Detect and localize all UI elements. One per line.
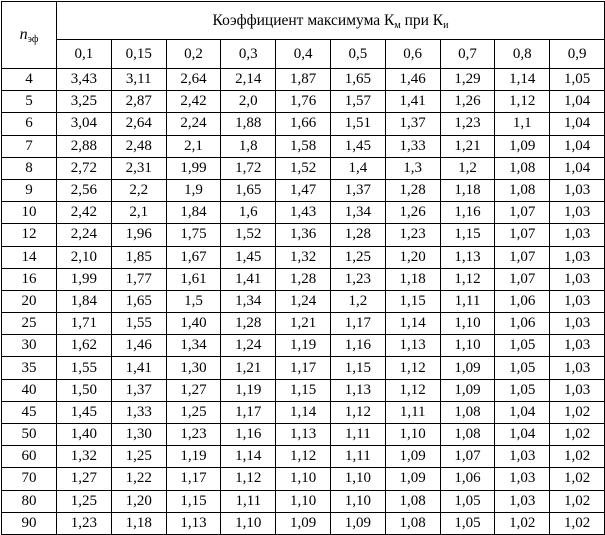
km-value-cell: 1,10 [330, 468, 385, 490]
km-value-cell: 1,75 [166, 224, 221, 246]
km-value-cell: 1,21 [221, 357, 276, 379]
ki-header: 0,2 [166, 40, 221, 69]
km-value-cell: 1,65 [221, 179, 276, 201]
table-row [2, 290, 605, 312]
km-value-cell: 1,04 [550, 157, 605, 179]
km-value-cell: 1,03 [550, 290, 605, 312]
n-eff-cell: 90 [2, 512, 57, 534]
km-value-cell: 1,12 [440, 268, 495, 290]
km-value-cell: 1,11 [221, 490, 276, 512]
table-row [2, 446, 605, 468]
km-value-cell: 1,46 [111, 335, 166, 357]
km-value-cell: 1,18 [385, 268, 440, 290]
km-value-cell: 1,2 [330, 290, 385, 312]
km-value-cell: 1,03 [550, 179, 605, 201]
km-value-cell: 1,13 [385, 335, 440, 357]
table-row [2, 113, 605, 135]
km-value-cell: 1,04 [495, 424, 550, 446]
km-value-cell: 2,0 [221, 91, 276, 113]
n-eff-cell: 5 [2, 91, 57, 113]
km-value-cell: 1,18 [440, 179, 495, 201]
km-value-cell: 1,58 [276, 135, 331, 157]
km-value-cell: 1,08 [440, 424, 495, 446]
km-value-cell: 1,43 [276, 202, 331, 224]
km-value-cell: 1,19 [166, 446, 221, 468]
km-value-cell: 1,11 [330, 424, 385, 446]
km-value-cell: 3,43 [57, 69, 112, 91]
km-value-cell: 1,04 [550, 91, 605, 113]
km-value-cell: 1,27 [57, 468, 112, 490]
km-value-cell: 1,23 [57, 512, 112, 534]
table-row [2, 69, 605, 91]
km-value-cell: 1,05 [495, 335, 550, 357]
km-value-cell: 1,12 [276, 446, 331, 468]
km-value-cell: 1,15 [276, 379, 331, 401]
km-value-cell: 1,09 [385, 468, 440, 490]
km-value-cell: 1,87 [276, 69, 331, 91]
km-value-cell: 1,03 [495, 446, 550, 468]
km-value-cell: 1,02 [550, 468, 605, 490]
km-value-cell: 1,76 [276, 91, 331, 113]
km-value-cell: 1,40 [166, 313, 221, 335]
km-value-cell: 1,32 [57, 446, 112, 468]
km-value-cell: 1,24 [276, 290, 331, 312]
km-value-cell: 1,55 [57, 357, 112, 379]
table-title-text: Коэффициент максимума К [212, 11, 395, 29]
km-value-cell: 1,04 [550, 113, 605, 135]
km-value-cell: 2,88 [57, 135, 112, 157]
km-value-cell: 1,20 [111, 490, 166, 512]
km-value-cell: 1,02 [550, 401, 605, 423]
n-eff-cell: 80 [2, 490, 57, 512]
km-value-cell: 1,45 [221, 246, 276, 268]
km-value-cell: 1,67 [166, 246, 221, 268]
ki-header: 0,5 [330, 40, 385, 69]
km-value-cell: 1,99 [166, 157, 221, 179]
km-value-cell: 1,04 [495, 401, 550, 423]
km-value-cell: 1,23 [385, 224, 440, 246]
ki-header: 0,9 [550, 40, 605, 69]
km-value-cell: 1,10 [385, 424, 440, 446]
km-value-cell: 2,2 [111, 179, 166, 201]
km-value-cell: 3,25 [57, 91, 112, 113]
km-value-cell: 1,09 [440, 379, 495, 401]
km-value-cell: 1,37 [111, 379, 166, 401]
km-value-cell: 1,03 [495, 468, 550, 490]
km-value-cell: 1,09 [495, 135, 550, 157]
km-value-cell: 1,06 [495, 313, 550, 335]
table-title [57, 2, 605, 40]
km-value-cell: 1,25 [111, 446, 166, 468]
km-value-cell: 1,02 [550, 490, 605, 512]
km-value-cell: 1,77 [111, 268, 166, 290]
km-value-cell: 1,37 [330, 179, 385, 201]
coefficient-table [1, 1, 605, 535]
km-value-cell: 3,04 [57, 113, 112, 135]
km-value-cell: 2,42 [166, 91, 221, 113]
km-value-cell: 1,16 [330, 335, 385, 357]
table-row [2, 179, 605, 201]
km-value-cell: 1,07 [495, 202, 550, 224]
km-value-cell: 1,02 [550, 446, 605, 468]
km-value-cell: 1,06 [495, 290, 550, 312]
km-value-cell: 1,08 [385, 512, 440, 534]
km-value-cell: 1,03 [550, 246, 605, 268]
km-value-cell: 1,41 [221, 268, 276, 290]
km-value-cell: 1,28 [221, 313, 276, 335]
km-value-cell: 1,14 [495, 69, 550, 91]
km-value-cell: 1,19 [276, 335, 331, 357]
km-value-cell: 1,25 [57, 490, 112, 512]
km-value-cell: 1,03 [550, 379, 605, 401]
n-eff-cell: 7 [2, 135, 57, 157]
km-value-cell: 1,05 [495, 379, 550, 401]
n-eff-cell: 35 [2, 357, 57, 379]
km-value-cell: 1,15 [440, 224, 495, 246]
km-value-cell: 1,96 [111, 224, 166, 246]
km-value-cell: 3,11 [111, 69, 166, 91]
km-value-cell: 2,14 [221, 69, 276, 91]
ki-header: 0,7 [440, 40, 495, 69]
km-value-cell: 1,10 [440, 313, 495, 335]
km-value-cell: 1,40 [57, 424, 112, 446]
km-value-cell: 1,11 [385, 401, 440, 423]
table-row [2, 268, 605, 290]
km-value-cell: 1,26 [440, 91, 495, 113]
km-value-cell: 1,07 [495, 268, 550, 290]
km-value-cell: 1,85 [111, 246, 166, 268]
n-eff-cell: 12 [2, 224, 57, 246]
km-value-cell: 2,24 [57, 224, 112, 246]
km-value-cell: 1,26 [385, 202, 440, 224]
km-value-cell: 1,28 [330, 224, 385, 246]
km-value-cell: 2,48 [111, 135, 166, 157]
table-row [2, 202, 605, 224]
km-value-cell: 1,34 [330, 202, 385, 224]
header-title-row [2, 2, 605, 40]
ki-header: 0,1 [57, 40, 112, 69]
table-row [2, 91, 605, 113]
km-value-cell: 1,14 [276, 401, 331, 423]
km-value-cell: 1,10 [440, 335, 495, 357]
km-value-cell: 1,5 [166, 290, 221, 312]
km-value-cell: 1,09 [440, 357, 495, 379]
km-value-cell: 1,08 [385, 490, 440, 512]
km-value-cell: 1,03 [495, 490, 550, 512]
km-value-cell: 1,3 [385, 157, 440, 179]
km-value-cell: 1,1 [495, 113, 550, 135]
table-row [2, 224, 605, 246]
table-row [2, 512, 605, 534]
km-value-cell: 1,13 [440, 246, 495, 268]
km-value-cell: 1,04 [550, 135, 605, 157]
km-value-cell: 1,07 [495, 224, 550, 246]
km-value-cell: 1,34 [166, 335, 221, 357]
km-value-cell: 1,46 [385, 69, 440, 91]
n-eff-cell: 70 [2, 468, 57, 490]
row-header-n-eff [2, 2, 57, 69]
table-row [2, 246, 605, 268]
km-value-cell: 1,17 [166, 468, 221, 490]
km-value-cell: 1,12 [385, 379, 440, 401]
km-value-cell: 2,72 [57, 157, 112, 179]
km-value-cell: 1,13 [330, 379, 385, 401]
km-value-cell: 1,07 [440, 446, 495, 468]
km-value-cell: 1,28 [276, 268, 331, 290]
km-value-cell: 1,08 [495, 157, 550, 179]
km-value-cell: 1,2 [440, 157, 495, 179]
km-value-cell: 1,03 [550, 224, 605, 246]
km-value-cell: 1,02 [495, 512, 550, 534]
km-value-cell: 1,02 [550, 424, 605, 446]
km-value-cell: 1,20 [385, 246, 440, 268]
ki-header: 0,4 [276, 40, 331, 69]
km-value-cell: 2,1 [166, 135, 221, 157]
n-eff-letter: n [19, 26, 28, 43]
km-value-cell: 1,65 [111, 290, 166, 312]
km-value-cell: 1,21 [440, 135, 495, 157]
km-value-cell: 1,65 [330, 69, 385, 91]
table-row [2, 468, 605, 490]
km-value-cell: 1,14 [221, 446, 276, 468]
km-value-cell: 1,52 [221, 224, 276, 246]
km-value-cell: 1,15 [385, 290, 440, 312]
km-value-cell: 1,10 [276, 468, 331, 490]
km-value-cell: 2,42 [57, 202, 112, 224]
km-value-cell: 1,45 [330, 135, 385, 157]
km-value-cell: 1,03 [550, 202, 605, 224]
km-value-cell: 1,23 [440, 113, 495, 135]
km-value-cell: 1,34 [221, 290, 276, 312]
km-value-cell: 1,30 [166, 357, 221, 379]
km-value-cell: 1,71 [57, 313, 112, 335]
km-value-cell: 1,88 [221, 113, 276, 135]
table-title-sub-max: м [394, 19, 401, 31]
km-value-cell: 1,13 [276, 424, 331, 446]
km-value-cell: 1,12 [385, 357, 440, 379]
km-value-cell: 1,52 [276, 157, 331, 179]
n-eff-cell: 60 [2, 446, 57, 468]
km-value-cell: 1,03 [550, 313, 605, 335]
table-row [2, 135, 605, 157]
n-eff-cell: 30 [2, 335, 57, 357]
km-value-cell: 1,23 [330, 268, 385, 290]
km-value-cell: 1,9 [166, 179, 221, 201]
km-value-cell: 2,56 [57, 179, 112, 201]
km-value-cell: 1,17 [330, 313, 385, 335]
table-row [2, 357, 605, 379]
km-value-cell: 1,17 [276, 357, 331, 379]
km-value-cell: 2,24 [166, 113, 221, 135]
km-value-cell: 1,51 [330, 113, 385, 135]
n-eff-cell: 25 [2, 313, 57, 335]
n-eff-cell: 4 [2, 69, 57, 91]
km-value-cell: 1,12 [221, 468, 276, 490]
n-eff-cell: 20 [2, 290, 57, 312]
km-value-cell: 1,55 [111, 313, 166, 335]
km-value-cell: 2,10 [57, 246, 112, 268]
km-value-cell: 1,03 [550, 335, 605, 357]
km-value-cell: 1,33 [111, 401, 166, 423]
table-row [2, 379, 605, 401]
km-value-cell: 1,15 [330, 357, 385, 379]
km-value-cell: 1,24 [221, 335, 276, 357]
km-value-cell: 1,12 [330, 401, 385, 423]
km-value-cell: 1,47 [276, 179, 331, 201]
km-value-cell: 1,62 [57, 335, 112, 357]
km-value-cell: 1,09 [330, 512, 385, 534]
km-value-cell: 1,05 [495, 357, 550, 379]
km-value-cell: 1,99 [57, 268, 112, 290]
km-value-cell: 1,50 [57, 379, 112, 401]
table-row [2, 424, 605, 446]
km-value-cell: 1,72 [221, 157, 276, 179]
n-eff-symbol [20, 26, 39, 43]
km-value-cell: 1,05 [550, 69, 605, 91]
km-value-cell: 1,08 [440, 401, 495, 423]
n-eff-cell: 6 [2, 113, 57, 135]
km-value-cell: 1,09 [385, 446, 440, 468]
km-value-cell: 1,8 [221, 135, 276, 157]
ki-header: 0,3 [221, 40, 276, 69]
km-value-cell: 1,25 [166, 401, 221, 423]
km-value-cell: 1,11 [330, 446, 385, 468]
km-value-cell: 1,18 [111, 512, 166, 534]
km-value-cell: 1,03 [550, 357, 605, 379]
km-value-cell: 1,30 [111, 424, 166, 446]
km-value-cell: 1,02 [550, 512, 605, 534]
km-value-cell: 1,08 [495, 179, 550, 201]
n-eff-cell: 50 [2, 424, 57, 446]
table-row [2, 401, 605, 423]
n-eff-cell: 40 [2, 379, 57, 401]
km-value-cell: 1,41 [111, 357, 166, 379]
km-value-cell: 1,32 [276, 246, 331, 268]
table-row [2, 157, 605, 179]
km-value-cell: 2,64 [111, 113, 166, 135]
km-value-cell: 2,64 [166, 69, 221, 91]
ki-header-row [2, 40, 605, 69]
km-value-cell: 1,22 [111, 468, 166, 490]
n-eff-cell: 14 [2, 246, 57, 268]
ki-header: 0,8 [495, 40, 550, 69]
km-value-cell: 1,37 [385, 113, 440, 135]
km-value-cell: 1,19 [221, 379, 276, 401]
km-value-cell: 1,57 [330, 91, 385, 113]
km-value-cell: 1,45 [57, 401, 112, 423]
km-value-cell: 1,36 [276, 224, 331, 246]
km-value-cell: 1,05 [440, 490, 495, 512]
km-value-cell: 1,11 [440, 290, 495, 312]
ki-header: 0,15 [111, 40, 166, 69]
km-value-cell: 1,4 [330, 157, 385, 179]
km-value-cell: 2,87 [111, 91, 166, 113]
n-eff-cell: 8 [2, 157, 57, 179]
km-value-cell: 1,14 [385, 313, 440, 335]
km-value-cell: 1,17 [221, 401, 276, 423]
km-value-cell: 1,10 [276, 490, 331, 512]
km-value-cell: 1,06 [440, 468, 495, 490]
n-eff-cell: 10 [2, 202, 57, 224]
km-value-cell: 1,33 [385, 135, 440, 157]
km-value-cell: 1,07 [495, 246, 550, 268]
table-row [2, 313, 605, 335]
km-value-cell: 1,84 [166, 202, 221, 224]
n-eff-cell: 9 [2, 179, 57, 201]
km-value-cell: 1,03 [550, 268, 605, 290]
n-eff-cell: 45 [2, 401, 57, 423]
n-eff-cell: 16 [2, 268, 57, 290]
ki-header: 0,6 [385, 40, 440, 69]
km-value-cell: 1,28 [385, 179, 440, 201]
km-value-cell: 1,25 [330, 246, 385, 268]
km-value-cell: 1,29 [440, 69, 495, 91]
n-eff-subscript: эф [27, 34, 39, 45]
km-value-cell: 1,84 [57, 290, 112, 312]
km-value-cell: 1,10 [330, 490, 385, 512]
table-row [2, 490, 605, 512]
km-value-cell: 1,21 [276, 313, 331, 335]
km-value-cell: 1,16 [221, 424, 276, 446]
table-title-sub-use: и [443, 19, 449, 31]
km-value-cell: 1,41 [385, 91, 440, 113]
table-body [2, 69, 605, 535]
km-value-cell: 2,31 [111, 157, 166, 179]
km-value-cell: 1,6 [221, 202, 276, 224]
km-value-cell: 1,12 [495, 91, 550, 113]
km-value-cell: 1,23 [166, 424, 221, 446]
km-value-cell: 1,66 [276, 113, 331, 135]
km-value-cell: 1,27 [166, 379, 221, 401]
km-value-cell: 1,05 [440, 512, 495, 534]
km-value-cell: 1,61 [166, 268, 221, 290]
km-value-cell: 1,16 [440, 202, 495, 224]
km-value-cell: 1,09 [276, 512, 331, 534]
km-value-cell: 2,1 [111, 202, 166, 224]
km-value-cell: 1,15 [166, 490, 221, 512]
km-value-cell: 1,10 [221, 512, 276, 534]
table-title-mid: при К [400, 11, 444, 29]
table-row [2, 335, 605, 357]
km-value-cell: 1,13 [166, 512, 221, 534]
